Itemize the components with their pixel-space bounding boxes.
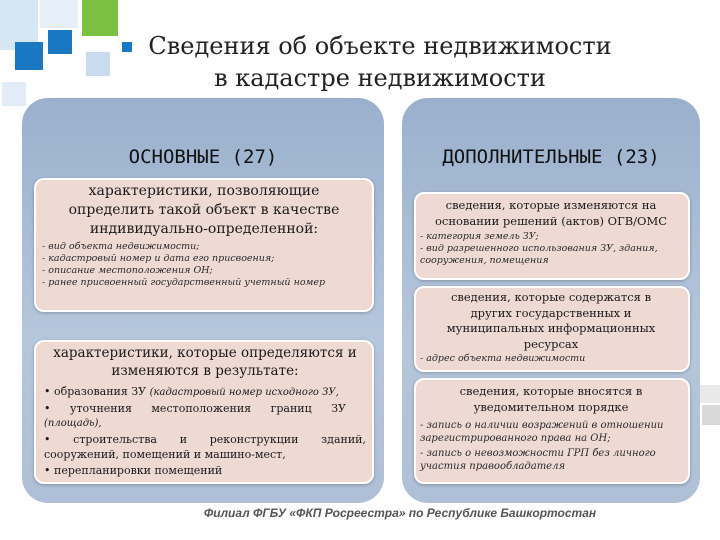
changing-characteristics-box xyxy=(34,340,374,484)
list-item: - описание местоположения ОН; xyxy=(42,265,213,276)
decor-square xyxy=(15,42,43,70)
decor-square xyxy=(698,385,720,403)
list-item: - запись о невозможности ГРП без личного участия правообладателя xyxy=(420,448,656,472)
list-item: - ранее присвоенный государственный учетный номер xyxy=(42,277,326,288)
list-item: • строительства и реконструкции зданий, сооружений, помещений и машино-мест, xyxy=(44,432,366,461)
decisions-box xyxy=(414,192,690,280)
title-line-2: в кадастре недвижимости xyxy=(214,64,546,92)
box-heading: сведения, которые вносятся в уведомительном порядке xyxy=(459,384,643,414)
right-heading: ДОПОЛНИТЕЛЬНЫЕ (23) xyxy=(442,146,660,168)
box-heading: сведения, которые изменяются на основании решений (актов) ОГВ/ОМС xyxy=(434,198,668,228)
list-item: • образования ЗУ (кадастровый номер исходного ЗУ, xyxy=(44,385,339,398)
list-item: • перепланировки помещений xyxy=(44,463,223,477)
list-item: - категория земель ЗУ; xyxy=(420,231,539,242)
decor-square xyxy=(40,0,78,28)
decor-square xyxy=(2,82,26,106)
list-item: - запись о наличии возражений в отношении зарегистрированного права на ОН; xyxy=(420,420,664,444)
list-item: • уточнения местоположения границ ЗУ (площадь), xyxy=(44,401,347,429)
other-resources-box xyxy=(414,286,690,372)
list-item: - вид объекта недвижимости; xyxy=(42,241,200,252)
notification-box xyxy=(414,378,690,484)
title-line-1: Сведения об объекте недвижимости xyxy=(148,32,612,60)
decor-square xyxy=(48,30,72,54)
list-item: - вид разрешенного использования ЗУ, здания, сооружения, помещения xyxy=(420,243,658,266)
left-heading: ОСНОВНЫЕ (27) xyxy=(128,146,278,168)
footer-text: Филиал ФГБУ «ФКП Росреестра» по Республике Башкортостан xyxy=(203,506,597,520)
box-heading: характеристики, которые определяются и изменяются в результате: xyxy=(53,345,357,379)
page-title xyxy=(110,30,650,94)
decor-square xyxy=(86,52,110,76)
decor-square xyxy=(702,405,720,425)
list-item: - адрес объекта недвижимости xyxy=(420,353,586,364)
box-heading: сведения, которые содержатся в других государственных и муниципальных информационных ресурсах xyxy=(446,290,656,351)
list-item: - кадастровый номер и дата его присвоения; xyxy=(42,253,275,264)
box-heading: характеристики, позволяющие определить такой объект в качестве индивидуально-определенной: xyxy=(68,183,340,237)
basic-characteristics-box xyxy=(34,178,374,312)
